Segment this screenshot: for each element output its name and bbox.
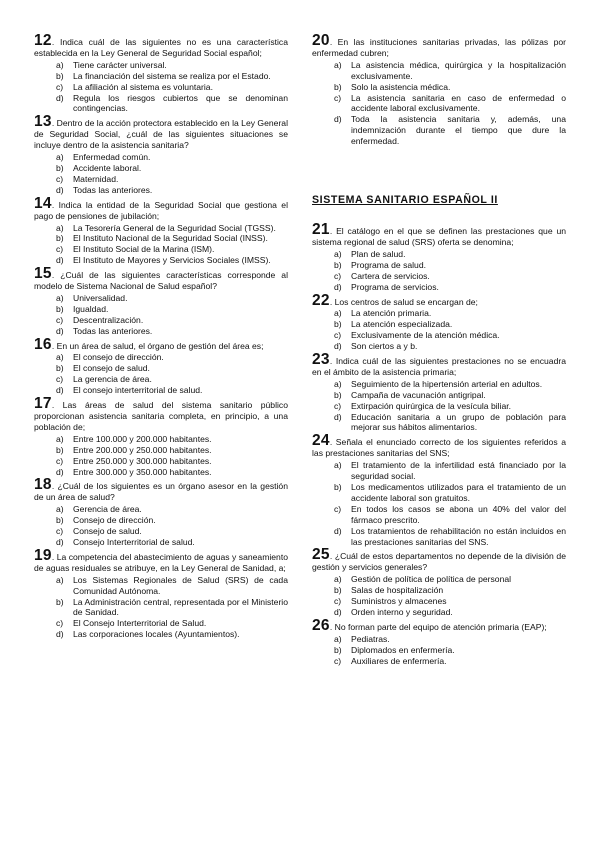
option-letter: b) xyxy=(334,585,342,596)
option-letter: b) xyxy=(334,259,342,270)
option-text: La asistencia sanitaria en caso de enfermedad o accidente laboral exclusivamente. xyxy=(351,92,566,114)
answer-option xyxy=(56,537,288,548)
answer-option xyxy=(56,467,288,478)
option-text: Entre 250.000 y 300.000 habitantes. xyxy=(73,455,212,466)
option-letter: c) xyxy=(56,173,64,184)
question-26 xyxy=(312,616,566,667)
section-title: SISTEMA SANITARIO ESPAÑOL II xyxy=(312,194,498,207)
option-letter: a) xyxy=(334,59,342,70)
option-text: Campaña de vacunación antigripal. xyxy=(351,389,486,400)
option-text: El Instituto Social de la Marina (ISM). xyxy=(73,244,215,255)
answer-option xyxy=(334,260,566,271)
answer-option xyxy=(334,341,566,352)
option-text: Solo la asistencia médica. xyxy=(351,81,451,92)
question-20 xyxy=(312,32,566,147)
question-stem xyxy=(312,351,566,378)
question-number: 25 xyxy=(312,546,330,564)
option-text: La atención primaria. xyxy=(351,308,432,319)
option-letter: b) xyxy=(56,444,64,455)
question-text: . El catálogo en el que se definen las prestaciones que un sistema regional de salud (SRS) oferta se denomina; xyxy=(312,226,566,247)
option-letter: b) xyxy=(334,81,342,92)
question-13 xyxy=(34,113,288,195)
question-stem xyxy=(34,265,288,292)
answer-option xyxy=(56,434,288,445)
answer-option xyxy=(56,456,288,467)
answer-option xyxy=(56,385,288,396)
option-letter: d) xyxy=(334,341,342,352)
question-text: . ¿Cuál de estos departamentos no depende de la división de gestión y servicios generales? xyxy=(312,551,566,573)
option-letter: a) xyxy=(334,460,342,471)
answer-options xyxy=(312,60,566,147)
answer-option xyxy=(56,326,288,337)
question-number: 15 xyxy=(34,265,52,283)
option-letter: a) xyxy=(334,248,342,259)
option-text: Entre 300.000 y 350.000 habitantes. xyxy=(73,466,212,477)
answer-options xyxy=(312,634,566,667)
answer-option xyxy=(334,249,566,260)
option-text: Programa de salud. xyxy=(351,259,426,270)
question-number: 20 xyxy=(312,32,330,49)
question-number: 12 xyxy=(34,32,52,49)
option-letter: d) xyxy=(56,255,64,266)
option-text: Diplomados en enfermería. xyxy=(351,644,455,655)
option-letter: d) xyxy=(334,114,342,125)
option-text: Educación sanitaria a un grupo de población para mejorar sus hábitos alimentarios. xyxy=(351,411,566,433)
answer-option xyxy=(334,93,566,115)
answer-option xyxy=(334,282,566,293)
option-letter: b) xyxy=(334,319,342,330)
option-text: La afiliación al sistema es voluntaria. xyxy=(73,81,213,92)
answer-options xyxy=(312,574,566,618)
question-23 xyxy=(312,351,566,433)
option-text: Consejo Interterritorial de salud. xyxy=(73,536,195,547)
option-letter: c) xyxy=(56,244,64,255)
option-text: El consejo de salud. xyxy=(73,363,150,374)
question-14 xyxy=(34,194,288,266)
option-text: Las corporaciones locales (Ayuntamientos). xyxy=(73,629,240,640)
question-15 xyxy=(34,265,288,336)
option-text: Tiene carácter universal. xyxy=(73,59,167,70)
option-letter: b) xyxy=(56,363,64,374)
answer-option xyxy=(56,504,288,515)
option-text: El tratamiento de la infertilidad está financiado por la seguridad social. xyxy=(351,460,566,482)
answer-option xyxy=(334,596,566,607)
answer-option xyxy=(334,656,566,667)
answer-options xyxy=(312,308,566,352)
answer-options xyxy=(34,352,288,396)
question-stem xyxy=(312,291,566,309)
option-letter: c) xyxy=(334,92,342,103)
option-letter: d) xyxy=(56,385,64,396)
option-text: La Tesorería General de la Seguridad Social (TGSS). xyxy=(73,222,276,233)
question-19 xyxy=(34,546,288,640)
question-number: 13 xyxy=(34,113,52,131)
answer-option xyxy=(334,271,566,282)
option-text: La financiación del sistema se realiza por el Estado. xyxy=(73,70,271,81)
answer-option xyxy=(56,82,288,93)
answer-option xyxy=(56,304,288,315)
question-12 xyxy=(34,32,288,114)
option-text: Los medicamentos utilizados para el tratamiento de un accidente laboral son gratuitos. xyxy=(351,482,566,503)
option-text: Programa de servicios. xyxy=(351,281,439,292)
option-letter: a) xyxy=(56,152,64,163)
question-stem xyxy=(34,335,288,353)
option-text: Los Sistemas Regionales de Salud (SRS) de cada Comunidad Autónoma. xyxy=(73,574,288,596)
option-letter: b) xyxy=(56,162,64,173)
answer-option xyxy=(56,93,288,115)
answer-option xyxy=(334,330,566,341)
option-letter: a) xyxy=(56,59,64,70)
answer-option xyxy=(56,293,288,304)
answer-option xyxy=(334,401,566,412)
option-letter: d) xyxy=(56,325,64,336)
answer-option xyxy=(56,223,288,234)
option-letter: a) xyxy=(56,574,64,585)
question-stem xyxy=(34,546,288,574)
option-text: Regula los riesgos cubiertos que se denominan contingencias. xyxy=(73,92,288,114)
option-text: El Instituto de Mayores y Servicios Sociales (IMSS). xyxy=(73,255,271,266)
option-letter: a) xyxy=(56,292,64,303)
right-column-bottom xyxy=(312,221,566,666)
answer-option xyxy=(56,526,288,537)
question-stem xyxy=(34,476,288,503)
option-letter: c) xyxy=(56,618,64,629)
question-number: 23 xyxy=(312,351,330,369)
option-text: Auxiliares de enfermería. xyxy=(351,655,447,666)
answer-option xyxy=(56,60,288,71)
answer-option xyxy=(334,607,566,618)
answer-option xyxy=(56,152,288,163)
question-text: . ¿Cuál de los siguientes es un órgano asesor en la gestión de un área de salud? xyxy=(34,481,288,503)
option-text: El Instituto Nacional de la Seguridad Social (INSS). xyxy=(73,233,268,244)
option-text: La Administración central, representada por el Ministerio de Sanidad. xyxy=(73,596,288,618)
question-stem xyxy=(312,546,566,573)
option-text: Salas de hospitalización xyxy=(351,585,444,596)
option-text: Entre 200.000 y 250.000 habitantes. xyxy=(73,444,212,455)
option-letter: c) xyxy=(56,455,64,466)
option-letter: c) xyxy=(56,81,64,92)
question-25 xyxy=(312,546,566,617)
answer-option xyxy=(56,374,288,385)
question-text: . Señala el enunciado correcto de los siguientes referidos a las prestaciones sanitarias del SNS; xyxy=(312,437,566,459)
option-text: Todas las anteriores. xyxy=(73,325,153,336)
answer-option xyxy=(334,390,566,401)
answer-option xyxy=(334,460,566,482)
answer-options xyxy=(34,60,288,115)
option-text: En todos los casos se abona un 40% del valor del fármaco prescrito. xyxy=(351,503,566,525)
question-number: 16 xyxy=(34,335,52,353)
question-18 xyxy=(34,476,288,547)
option-letter: c) xyxy=(334,503,342,514)
option-text: Gestión de política de política de personal xyxy=(351,574,512,585)
answer-option xyxy=(334,60,566,82)
option-text: La asistencia médica, quirúrgica y la hospitalización exclusivamente. xyxy=(351,59,566,81)
answer-options xyxy=(34,575,288,640)
option-letter: a) xyxy=(334,574,342,585)
question-24 xyxy=(312,432,566,547)
option-letter: d) xyxy=(56,184,64,195)
option-letter: a) xyxy=(334,378,342,389)
option-letter: d) xyxy=(56,92,64,103)
answer-option xyxy=(334,379,566,390)
question-stem xyxy=(312,432,566,459)
option-text: Descentralización. xyxy=(73,314,144,325)
option-letter: b) xyxy=(56,303,64,314)
option-letter: d) xyxy=(56,629,64,640)
right-column-top xyxy=(312,32,566,147)
option-letter: b) xyxy=(334,389,342,400)
answer-option xyxy=(56,363,288,374)
answer-option xyxy=(56,233,288,244)
answer-option xyxy=(56,255,288,266)
answer-option xyxy=(56,244,288,255)
answer-options xyxy=(34,504,288,548)
option-letter: b) xyxy=(334,482,342,492)
option-letter: b) xyxy=(334,644,342,655)
question-number: 26 xyxy=(312,616,330,634)
option-letter: a) xyxy=(334,308,342,319)
option-letter: d) xyxy=(334,525,342,536)
answer-option xyxy=(334,585,566,596)
option-letter: b) xyxy=(56,515,64,526)
question-number: 17 xyxy=(34,395,52,413)
answer-option xyxy=(334,645,566,656)
question-text: . ¿Cuál de las siguientes características corresponde al modelo de Sistema Nacional de Salud español? xyxy=(34,270,288,292)
question-text: . En las instituciones sanitarias privadas, las pólizas por enfermedad cubren; xyxy=(312,37,566,58)
question-stem xyxy=(34,32,288,59)
option-letter: c) xyxy=(334,270,342,281)
option-text: Orden interno y seguridad. xyxy=(351,606,453,617)
option-letter: a) xyxy=(56,222,64,233)
option-letter: c) xyxy=(56,526,64,537)
answer-option xyxy=(56,352,288,363)
question-text: . Dentro de la acción protectora establecido en la Ley General de Seguridad Social, ¿cuál de las siguientes situaciones se incluye dentro de la asistencia sanitaria? xyxy=(34,118,288,151)
answer-option xyxy=(334,412,566,434)
option-letter: b) xyxy=(56,596,64,607)
question-text: . En un área de salud, el órgano de gestión del área es; xyxy=(51,340,264,351)
question-number: 21 xyxy=(312,221,330,239)
question-number: 19 xyxy=(34,546,52,564)
option-text: La gerencia de área. xyxy=(73,374,152,385)
question-number: 18 xyxy=(34,476,52,494)
answer-option xyxy=(334,114,566,147)
option-text: Toda la asistencia sanitaria y, además, una indemnización durante el tiempo que dure la enfermedad. xyxy=(351,114,566,147)
option-text: Entre 100.000 y 200.000 habitantes. xyxy=(73,433,212,444)
question-number: 14 xyxy=(34,194,52,212)
option-letter: a) xyxy=(56,433,64,444)
option-letter: c) xyxy=(334,400,342,411)
option-letter: d) xyxy=(334,606,342,617)
option-text: Exclusivamente de la atención médica. xyxy=(351,330,500,341)
option-text: La atención especializada. xyxy=(351,319,453,330)
question-16 xyxy=(34,335,288,397)
option-letter: a) xyxy=(334,633,342,644)
question-number: 24 xyxy=(312,432,330,450)
option-letter: c) xyxy=(334,596,342,607)
option-text: Consejo de salud. xyxy=(73,526,142,537)
option-letter: a) xyxy=(56,352,64,363)
question-text: . Indica cuál de las siguientes prestaciones no se encuadra en el ámbito de la asistencia primaria; xyxy=(312,356,566,377)
question-17 xyxy=(34,395,288,477)
answer-option xyxy=(56,575,288,597)
question-22 xyxy=(312,291,566,353)
option-letter: c) xyxy=(56,314,64,325)
question-stem xyxy=(312,32,566,59)
answer-options xyxy=(312,249,566,293)
left-column xyxy=(34,32,288,640)
question-text: . Las áreas de salud del sistema sanitario público proporcionan asistencia sanitaria completa, en principio, a una población de; xyxy=(34,400,288,432)
answer-option xyxy=(334,526,566,548)
answer-options xyxy=(34,223,288,267)
answer-option xyxy=(334,82,566,93)
answer-option xyxy=(334,308,566,319)
option-letter: a) xyxy=(56,504,64,515)
answer-option xyxy=(56,185,288,196)
question-stem xyxy=(312,616,566,634)
question-stem xyxy=(34,194,288,222)
answer-options xyxy=(312,460,566,547)
answer-option xyxy=(56,597,288,619)
answer-option xyxy=(56,515,288,526)
option-text: Cartera de servicios. xyxy=(351,270,430,281)
question-stem xyxy=(34,395,288,433)
option-letter: d) xyxy=(56,536,64,547)
option-letter: b) xyxy=(56,70,64,81)
option-text: Todas las anteriores. xyxy=(73,184,153,195)
option-letter: b) xyxy=(56,233,64,244)
option-text: Extirpación quirúrgica de la vesícula biliar. xyxy=(351,400,512,411)
option-text: Consejo de dirección. xyxy=(73,515,156,526)
option-text: Suministros y almacenes xyxy=(351,596,447,607)
answer-option xyxy=(56,629,288,640)
answer-option xyxy=(334,319,566,330)
option-text: El consejo de dirección. xyxy=(73,352,164,363)
option-text: Gerencia de área. xyxy=(73,504,142,515)
option-letter: d) xyxy=(56,466,64,477)
question-stem xyxy=(34,113,288,151)
answer-option xyxy=(56,315,288,326)
option-text: Maternidad. xyxy=(73,173,119,184)
option-text: Plan de salud. xyxy=(351,248,406,259)
answer-option xyxy=(334,482,566,504)
question-21 xyxy=(312,221,566,292)
option-letter: d) xyxy=(334,281,342,292)
answer-option xyxy=(56,618,288,629)
option-text: Son ciertos a y b. xyxy=(351,341,418,352)
answer-options xyxy=(34,434,288,478)
answer-options xyxy=(34,293,288,337)
option-text: El Consejo Interterritorial de Salud. xyxy=(73,618,207,629)
question-number: 22 xyxy=(312,291,330,309)
option-text: Igualdad. xyxy=(73,303,109,314)
question-text: . La competencia del abastecimiento de aguas y saneamiento de aguas residuales se atribuye, en la Ley General de Sanidad, a; xyxy=(34,551,288,573)
option-letter: d) xyxy=(334,411,342,422)
option-text: Los tratamientos de rehabilitación no están incluidos en las prestaciones sanitarias del SNS. xyxy=(351,525,566,547)
option-text: Seguimiento de la hipertensión arterial en adultos. xyxy=(351,378,543,389)
question-stem xyxy=(312,221,566,248)
answer-option xyxy=(334,634,566,645)
answer-option xyxy=(56,445,288,456)
question-text: . No forman parte del equipo de atención primaria (EAP); xyxy=(329,621,547,632)
answer-options xyxy=(34,152,288,196)
option-text: Universalidad. xyxy=(73,292,128,303)
question-text: . Indica cuál de las siguientes no es una característica establecida en la Ley General de Seguridad Social español; xyxy=(34,37,288,58)
answer-option xyxy=(56,174,288,185)
answer-option xyxy=(334,504,566,526)
option-text: Enfermedad común. xyxy=(73,152,151,163)
option-letter: c) xyxy=(334,330,342,341)
option-text: El consejo interterritorial de salud. xyxy=(73,385,203,396)
option-letter: c) xyxy=(56,374,64,385)
option-text: Accidente laboral. xyxy=(73,162,142,173)
question-text: . Indica la entidad de la Seguridad Social que gestiona el pago de pensiones de jubilación; xyxy=(34,199,288,221)
answer-option xyxy=(56,163,288,174)
option-letter: c) xyxy=(334,655,342,666)
right-column xyxy=(312,32,566,667)
answer-options xyxy=(312,379,566,434)
answer-option xyxy=(334,574,566,585)
option-text: Pediatras. xyxy=(351,633,390,644)
question-text: . Los centros de salud se encargan de; xyxy=(329,296,478,307)
answer-option xyxy=(56,71,288,82)
